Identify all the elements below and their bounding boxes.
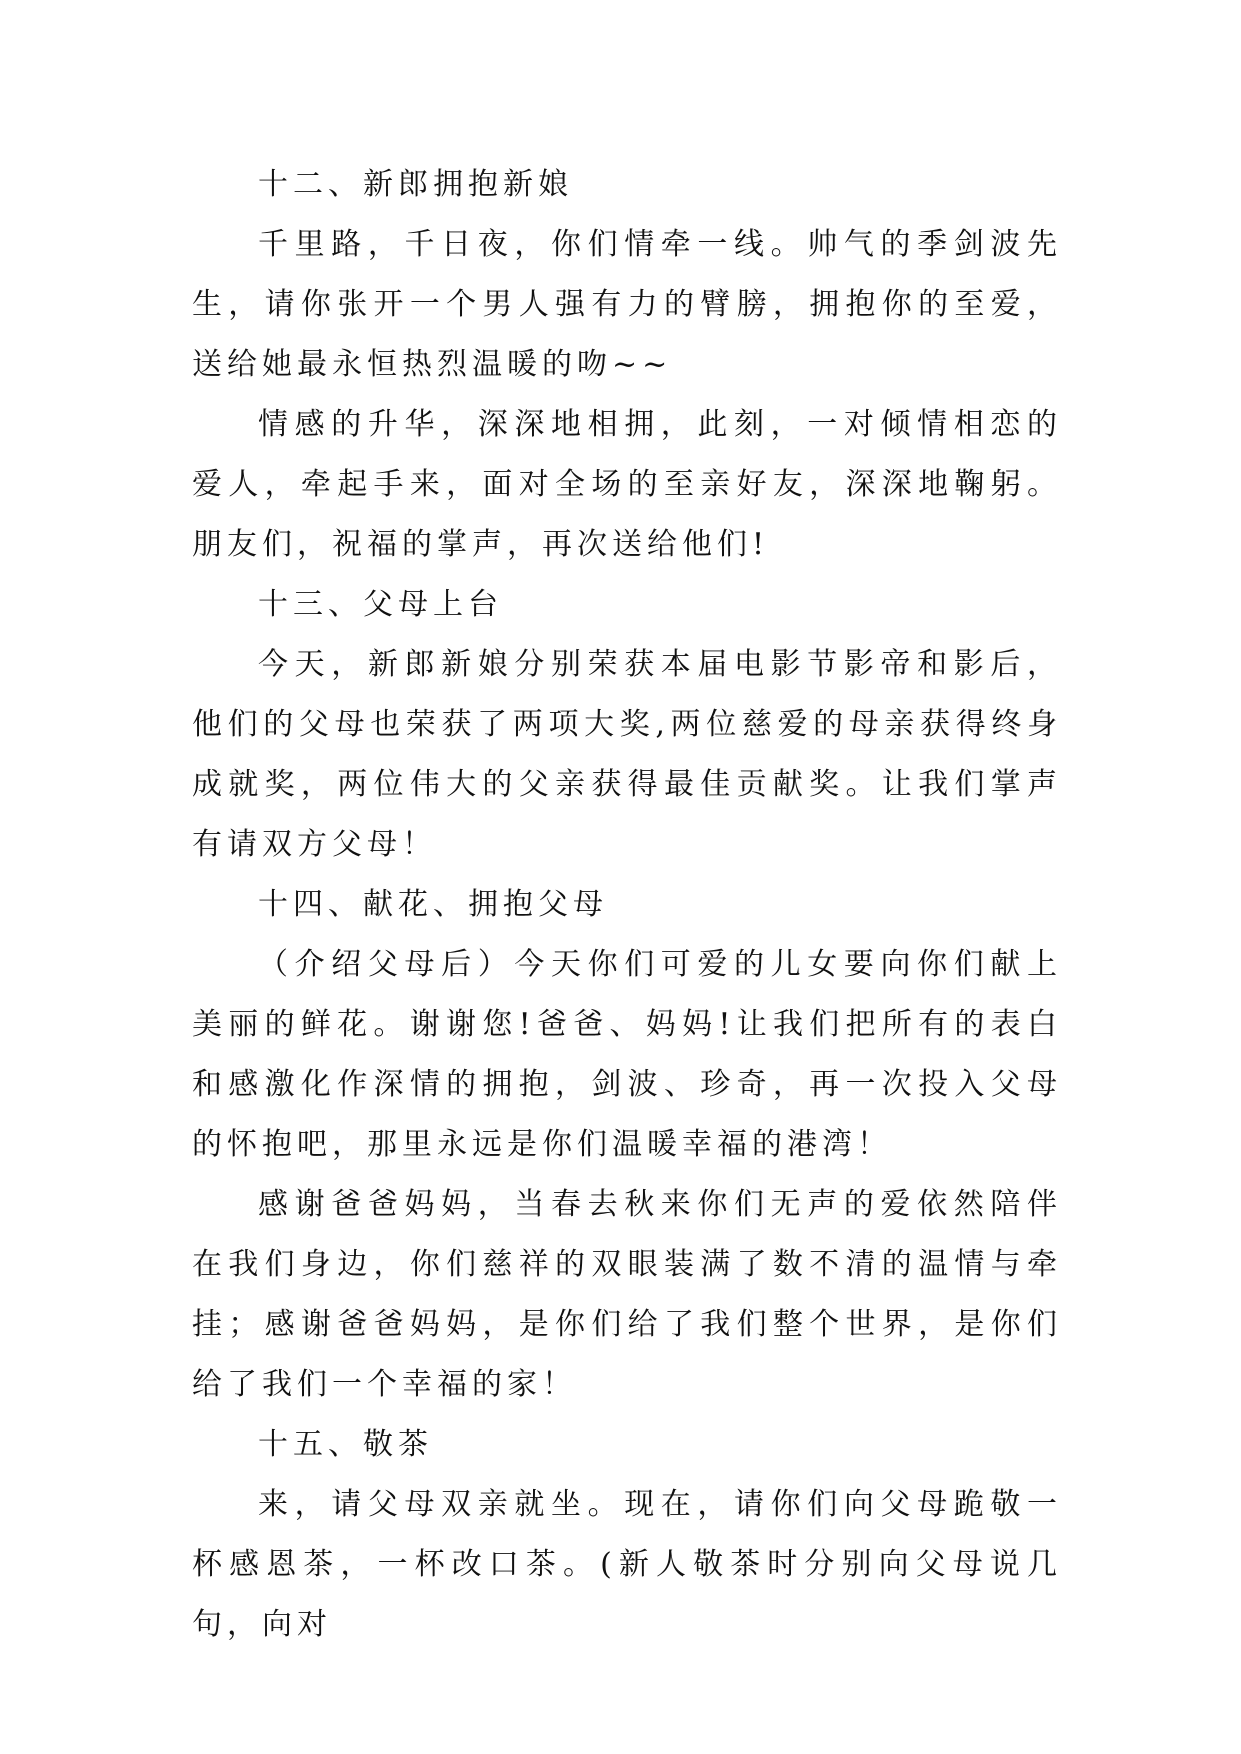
paragraph: 情感的升华，深深地相拥，此刻，一对倾情相恋的爱人，牵起手来，面对全场的至亲好友，深深地鞠躬。朋友们，祝福的掌声，再次送给他们! <box>192 407 1062 562</box>
section-heading-15: 十五、敬茶 <box>258 1427 433 1462</box>
paragraph: 感谢爸爸妈妈，当春去秋来你们无声的爱依然陪伴在我们身边，你们慈祥的双眼装满了数不清的温情与牵挂；感谢爸爸妈妈，是你们给了我们整个世界，是你们给了我们一个幸福的家！ <box>192 1187 1062 1402</box>
section-heading-12: 十二、新郎拥抱新娘 <box>258 167 573 202</box>
paragraph: 今天，新郎新娘分别荣获本届电影节影帝和影后，他们的父母也荣获了两项大奖,两位慈爱的母亲获得终身成就奖，两位伟大的父亲获得最佳贡献奖。让我们掌声有请双方父母！ <box>192 647 1062 862</box>
paragraph: （介绍父母后）今天你们可爱的儿女要向你们献上美丽的鲜花。谢谢您!爸爸、妈妈!让我们把所有的表白和感激化作深情的拥抱，剑波、珍奇，再一次投入父母的怀抱吧，那里永远是你们温暖幸福的港湾！ <box>192 947 1062 1162</box>
document-body <box>192 155 1062 1655</box>
section-heading-14: 十四、献花、拥抱父母 <box>258 887 608 922</box>
paragraph: 千里路，千日夜，你们情牵一线。帅气的季剑波先生，请你张开一个男人强有力的臂膀，拥抱你的至爱，送给她最永恒热烈温暖的吻~~ <box>192 227 1062 382</box>
paragraph: 来，请父母双亲就坐。现在，请你们向父母跪敬一杯感恩茶，一杯改口茶。(新人敬茶时分别向父母说几句，向对 <box>192 1487 1062 1642</box>
section-heading-13: 十三、父母上台 <box>258 587 503 622</box>
